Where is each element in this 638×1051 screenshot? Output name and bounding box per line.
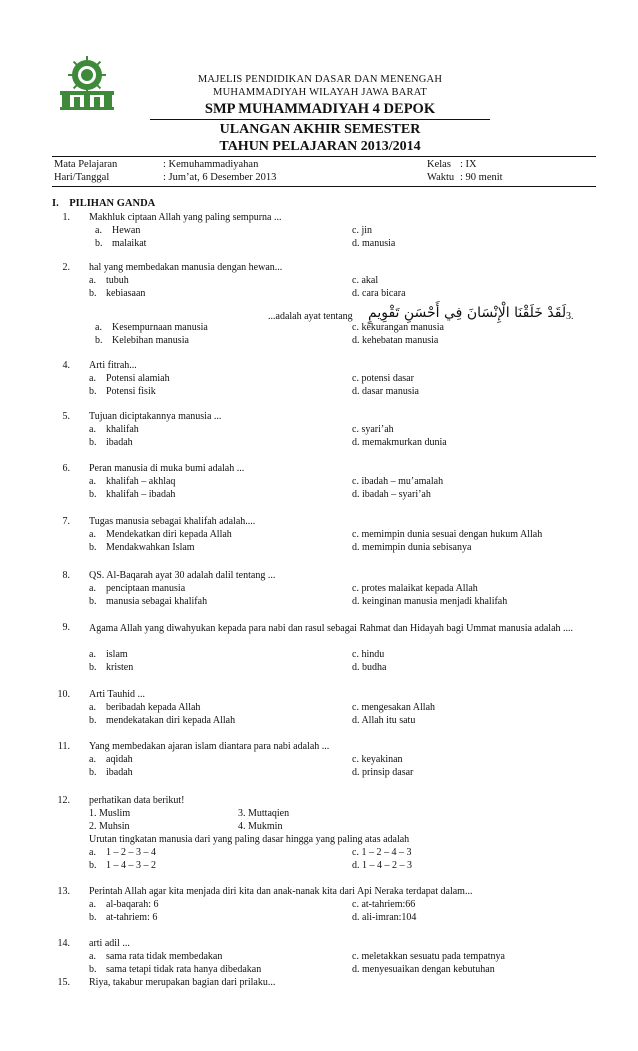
option-d: d. Allah itu satu — [352, 715, 416, 726]
option-label: a. — [89, 583, 96, 594]
question-number: 12. — [57, 795, 70, 806]
option-c: c. memimpin dunia sesuai dengan hukum Allah — [352, 529, 543, 540]
option-label: a. — [95, 225, 102, 236]
section-title: I. PILIHAN GANDA — [52, 198, 156, 209]
institution-line-1: MAJELIS PENDIDIKAN DASAR DAN MENENGAH — [197, 74, 443, 85]
option-label: b. — [89, 288, 97, 299]
question-number: 14. — [57, 938, 70, 949]
info-top-rule — [52, 156, 596, 157]
subject-label: Mata Pelajaran — [54, 159, 118, 170]
option-b — [89, 386, 156, 398]
option-text: al-baqarah: 6 — [106, 899, 159, 910]
option-d: d. manusia — [352, 238, 396, 249]
question-text: Perintah Allah agar kita menjada diri kita dan anak-nanak kita dari Api Neraka terdapat dalam... — [89, 886, 473, 897]
option-b — [89, 542, 195, 554]
question-text: Peran manusia di muka bumi adalah ... — [89, 463, 245, 474]
date-label: Hari/Tanggal — [54, 172, 110, 183]
question-number: 11. — [57, 741, 70, 752]
option-text: kebiasaan — [106, 288, 146, 299]
option-a — [89, 899, 158, 911]
data-item-3: 3. Muttaqien — [238, 808, 290, 819]
option-label: a. — [89, 847, 96, 858]
arabic-verse: لَقَدْ خَلَقْنَا الْإِنْسَانَ فِي أَحْسَنِ تَقْوِيمٍ — [368, 305, 567, 321]
question-text: Arti fitrah... — [89, 360, 137, 371]
option-text: mendekatakan diri kepada Allah — [106, 715, 236, 726]
question-number: 4. — [62, 360, 70, 371]
school-name: SMP MUHAMMADIYAH 4 DEPOK — [204, 101, 436, 117]
question-text: Arti Tauhid ... — [89, 689, 146, 700]
option-b — [95, 238, 146, 250]
option-text: Hewan — [112, 225, 141, 236]
option-text: islam — [106, 649, 128, 660]
option-text: kristen — [106, 662, 134, 673]
option-text: Kesempurnaan manusia — [112, 322, 208, 333]
option-a — [89, 476, 175, 488]
option-b — [89, 767, 133, 779]
question-number: 13. — [57, 886, 70, 897]
question-number: 2. — [62, 262, 70, 273]
institution-line-2: MUHAMMADIYAH WILAYAH JAWA BARAT — [213, 87, 427, 98]
exam-year: TAHUN PELAJARAN 2013/2014 — [219, 139, 421, 154]
option-c: c. meletakkan sesuatu pada tempatnya — [352, 951, 505, 962]
option-text: at-tahriem: 6 — [106, 912, 158, 923]
option-c: c. akal — [352, 275, 379, 286]
question-text: Riya, takabur merupakan bagian dari prilaku... — [89, 977, 276, 988]
option-b — [95, 335, 189, 347]
option-text: khalifah – ibadah — [106, 489, 176, 500]
option-text: beribadah kepada Allah — [106, 702, 201, 713]
option-d: d. 1 – 4 – 2 – 3 — [352, 860, 412, 871]
date-value: : Jum’at, 6 Desember 2013 — [163, 172, 277, 183]
option-label: b. — [95, 335, 103, 346]
option-label: a. — [89, 424, 96, 435]
class-value: : IX — [460, 159, 477, 170]
option-a — [89, 754, 133, 766]
option-a — [89, 424, 139, 436]
option-c: c. mengesakan Allah — [352, 702, 436, 713]
option-label: a. — [89, 529, 96, 540]
info-bottom-rule — [52, 186, 596, 187]
option-label: a. — [89, 373, 96, 384]
option-c: c. syari’ah — [352, 424, 394, 435]
option-text: Mendakwahkan Islam — [106, 542, 195, 553]
option-a — [95, 225, 140, 237]
option-label: b. — [89, 912, 97, 923]
option-c: c. kekurangan manusia — [352, 322, 444, 333]
option-c: c. 1 – 2 – 4 – 3 — [352, 847, 412, 858]
option-label: b. — [89, 542, 97, 553]
option-label: b. — [89, 715, 97, 726]
option-text: tubuh — [106, 275, 129, 286]
option-text: khalifah — [106, 424, 139, 435]
option-a — [95, 322, 208, 334]
option-b — [89, 912, 157, 924]
question-text: Yang membedakan ajaran islam diantara para nabi adalah ... — [89, 741, 330, 752]
option-c: c. potensi dasar — [352, 373, 414, 384]
question-number: 1. — [62, 212, 70, 223]
option-label: b. — [89, 860, 97, 871]
option-d: d. ali-imran:104 — [352, 912, 417, 923]
option-b — [89, 715, 235, 727]
question-number: 7. — [62, 516, 70, 527]
option-label: a. — [95, 322, 102, 333]
option-label: a. — [89, 275, 96, 286]
option-d: d. menyesuaikan dengan kebutuhan — [352, 964, 495, 975]
class-label: Kelas — [427, 159, 451, 170]
option-text: Mendekatkan diri kepada Allah — [106, 529, 232, 540]
data-item-1: 1. Muslim — [89, 808, 131, 819]
option-d: d. kehebatan manusia — [352, 335, 439, 346]
question-text: hal yang membedakan manusia dengan hewan... — [89, 262, 283, 273]
option-c: c. at-tahriem:66 — [352, 899, 416, 910]
option-label: b. — [89, 767, 97, 778]
option-a — [89, 702, 200, 714]
option-label: b. — [89, 662, 97, 673]
option-d: d. memimpin dunia sebisanya — [352, 542, 472, 553]
option-text: penciptaan manusia — [106, 583, 186, 594]
option-c: c. jin — [352, 225, 372, 236]
option-d: d. memakmurkan dunia — [352, 437, 447, 448]
option-text: malaikat — [112, 238, 147, 249]
question-number: 15. — [57, 977, 70, 988]
option-b — [89, 489, 175, 501]
option-a — [89, 275, 129, 287]
option-label: a. — [89, 702, 96, 713]
question-text: QS. Al-Baqarah ayat 30 adalah dalil tentang ... — [89, 570, 276, 581]
option-text: aqidah — [106, 754, 133, 765]
option-d: d. ibadah – syari’ah — [352, 489, 431, 500]
time-label: Waktu — [427, 172, 455, 183]
option-text: Kelebihan manusia — [112, 335, 189, 346]
option-c: c. keyakinan — [352, 754, 403, 765]
option-text: ibadah — [106, 437, 133, 448]
question-text: ...adalah ayat tentang — [268, 311, 353, 322]
option-label: b. — [89, 437, 97, 448]
option-text: manusia sebagai khalifah — [106, 596, 208, 607]
option-a — [89, 583, 185, 595]
question-number: 6. — [62, 463, 70, 474]
option-label: b. — [89, 489, 97, 500]
header-divider — [150, 119, 490, 120]
option-text: 1 – 2 – 3 – 4 — [106, 847, 156, 858]
option-label: a. — [89, 649, 96, 660]
option-text: Potensi fisik — [106, 386, 156, 397]
option-c: c. hindu — [352, 649, 385, 660]
option-d: d. prinsip dasar — [352, 767, 414, 778]
question-number: 8. — [62, 570, 70, 581]
option-label: b. — [89, 386, 97, 397]
option-label: a. — [89, 951, 96, 962]
muhammadiyah-logo — [58, 55, 116, 111]
option-text: 1 – 4 – 3 – 2 — [106, 860, 156, 871]
option-c: c. ibadah – mu’amalah — [352, 476, 444, 487]
option-d: d. dasar manusia — [352, 386, 419, 397]
question-text: Makhluk ciptaan Allah yang paling sempurna ... — [89, 212, 282, 223]
subject-value: : Kemuhammadiyahan — [163, 159, 259, 170]
option-text: ibadah — [106, 767, 133, 778]
option-b — [89, 596, 207, 608]
option-label: b. — [95, 238, 103, 249]
option-a — [89, 649, 128, 661]
question-text: Tujuan diciptakannya manusia ... — [89, 411, 222, 422]
option-label: a. — [89, 899, 96, 910]
data-item-2: 2. Muhsin — [89, 821, 130, 832]
option-d: d. budha — [352, 662, 387, 673]
option-a — [89, 951, 222, 963]
option-c: c. protes malaikat kepada Allah — [352, 583, 478, 594]
time-value: : 90 menit — [460, 172, 503, 183]
option-b — [89, 860, 156, 872]
option-text: sama rata tidak membedakan — [106, 951, 223, 962]
option-b — [89, 662, 133, 674]
option-label: b. — [89, 596, 97, 607]
option-d: d. keinginan manusia menjadi khalifah — [352, 596, 508, 607]
option-a — [89, 373, 170, 385]
option-text: khalifah – akhlaq — [106, 476, 176, 487]
option-b — [89, 437, 133, 449]
question-number: 3. — [566, 311, 574, 322]
option-text: sama tetapi tidak rata hanya dibedakan — [106, 964, 262, 975]
question-number: 5. — [62, 411, 70, 422]
option-b — [89, 964, 261, 976]
question-text: Agama Allah yang diwahyukan kepada para nabi dan rasul sebagai Rahmat dan Hidayah bagi Ummat manusia adalah .... — [89, 623, 574, 634]
question-text-2: Urutan tingkatan manusia dari yang paling dasar hingga yang paling atas adalah — [89, 834, 410, 845]
data-item-4: 4. Mukmin — [238, 821, 283, 832]
question-text: Tugas manusia sebagai khalifah adalah.... — [89, 516, 256, 527]
option-a — [89, 847, 156, 859]
exam-title: ULANGAN AKHIR SEMESTER — [219, 122, 421, 137]
option-a — [89, 529, 232, 541]
question-number: 9. — [62, 622, 70, 633]
question-text: perhatikan data berikut! — [89, 795, 185, 806]
option-label: a. — [89, 476, 96, 487]
option-label: a. — [89, 754, 96, 765]
question-number: 10. — [57, 689, 70, 700]
question-text: arti adil ... — [89, 938, 130, 949]
option-label: b. — [89, 964, 97, 975]
option-b — [89, 288, 145, 300]
option-d: d. cara bicara — [352, 288, 406, 299]
option-text: Potensi alamiah — [106, 373, 170, 384]
